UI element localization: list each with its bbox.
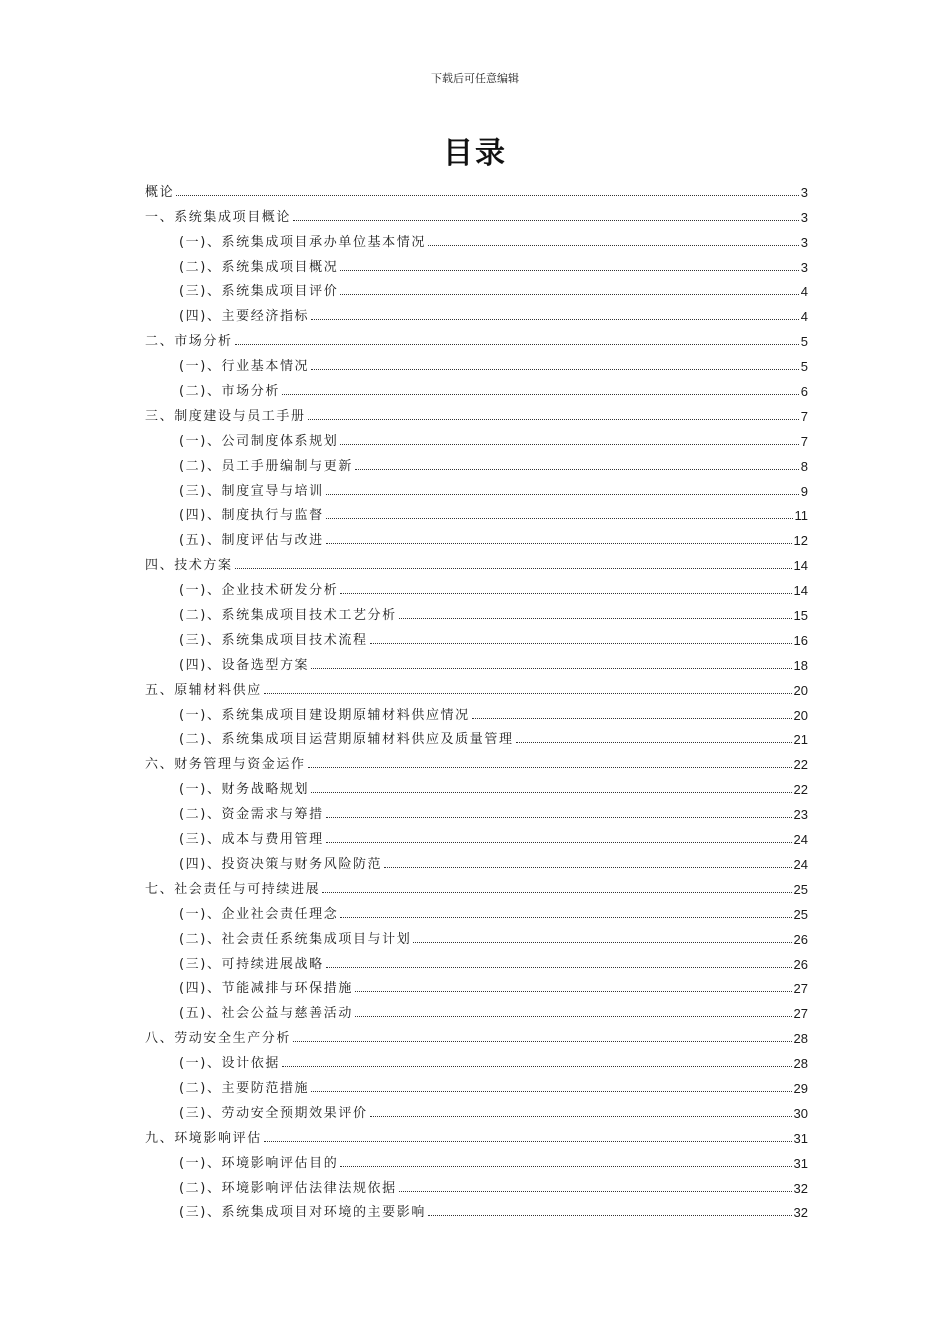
toc-entry-label: (三)、制度宣导与培训 <box>179 483 324 499</box>
toc-entry[interactable] <box>145 399 808 424</box>
toc-entry[interactable] <box>145 324 808 349</box>
toc-entry-label: (一)、企业社会责任理念 <box>179 906 339 922</box>
toc-entry-page-number: 8 <box>800 458 808 474</box>
toc-entry-label: 四、技术方案 <box>145 558 233 574</box>
toc-entry-page-number: 26 <box>793 931 808 947</box>
toc-entry[interactable] <box>145 822 808 847</box>
dot-leader <box>264 693 792 694</box>
dot-leader <box>293 220 799 221</box>
dot-leader <box>326 842 792 843</box>
dot-leader <box>516 742 792 743</box>
toc-entry-label: (二)、资金需求与筹措 <box>179 807 324 823</box>
toc-entry-page-number: 16 <box>793 632 808 648</box>
toc-entry[interactable] <box>145 922 808 947</box>
dot-leader <box>472 718 792 719</box>
toc-entry[interactable] <box>145 698 808 723</box>
toc-entry-page-number: 28 <box>793 1056 808 1072</box>
toc-entry-page-number: 20 <box>793 682 808 698</box>
toc-entry-page-number: 29 <box>793 1080 808 1096</box>
toc-entry-label: (四)、节能减排与环保措施 <box>179 981 353 997</box>
toc-entry[interactable] <box>145 673 808 698</box>
toc-entry-page-number: 7 <box>800 433 808 449</box>
toc-entry-page-number: 24 <box>793 832 808 848</box>
dot-leader <box>311 1091 791 1092</box>
toc-entry-label: (三)、系统集成项目对环境的主要影响 <box>179 1205 426 1221</box>
toc-entry[interactable] <box>145 723 808 748</box>
toc-entry[interactable] <box>145 573 808 598</box>
dot-leader <box>235 568 792 569</box>
dot-leader <box>399 618 792 619</box>
dot-leader <box>326 543 792 544</box>
toc-entry-page-number: 20 <box>793 707 808 723</box>
dot-leader <box>340 1166 791 1167</box>
toc-entry-page-number: 3 <box>800 259 808 275</box>
toc-entry[interactable] <box>145 200 808 225</box>
toc-entry-page-number: 26 <box>793 956 808 972</box>
toc-entry-label: 五、原辅材料供应 <box>145 682 262 698</box>
toc-entry[interactable] <box>145 1046 808 1071</box>
dot-leader <box>355 1016 792 1017</box>
toc-entry-page-number: 6 <box>800 384 808 400</box>
toc-entry[interactable] <box>145 872 808 897</box>
toc-entry-label: (三)、成本与费用管理 <box>179 832 324 848</box>
dot-leader <box>340 917 791 918</box>
toc-entry[interactable] <box>145 349 808 374</box>
toc-entry-page-number: 4 <box>800 309 808 325</box>
toc-entry-label: (四)、制度执行与监督 <box>179 508 324 524</box>
dot-leader <box>293 1041 792 1042</box>
toc-entry[interactable] <box>145 972 808 997</box>
toc-entry-label: (二)、市场分析 <box>179 384 280 400</box>
toc-entry[interactable] <box>145 623 808 648</box>
toc-entry[interactable] <box>145 947 808 972</box>
dot-leader <box>282 1066 792 1067</box>
toc-entry[interactable] <box>145 299 808 324</box>
toc-entry[interactable] <box>145 1171 808 1196</box>
toc-entry-label: (二)、员工手册编制与更新 <box>179 458 353 474</box>
dot-leader <box>340 593 791 594</box>
toc-entry-page-number: 15 <box>793 608 808 624</box>
toc-entry-page-number: 12 <box>793 533 808 549</box>
toc-entry-page-number: 9 <box>800 483 808 499</box>
toc-entry-page-number: 32 <box>793 1180 808 1196</box>
toc-entry-label: 三、制度建设与员工手册 <box>145 408 306 424</box>
toc-entry-page-number: 3 <box>800 234 808 250</box>
toc-entry-page-number: 25 <box>793 906 808 922</box>
toc-entry[interactable] <box>145 474 808 499</box>
toc-entry[interactable] <box>145 548 808 573</box>
toc-entry-label: 二、市场分析 <box>145 334 233 350</box>
toc-entry-label: (一)、环境影响评估目的 <box>179 1155 339 1171</box>
toc-entry[interactable] <box>145 449 808 474</box>
toc-entry[interactable] <box>145 772 808 797</box>
toc-entry-page-number: 31 <box>793 1130 808 1146</box>
dot-leader <box>326 518 793 519</box>
toc-entry-label: 七、社会责任与可持续进展 <box>145 881 321 897</box>
toc-entry-label: 六、财务管理与资金运作 <box>145 757 306 773</box>
toc-entry-page-number: 30 <box>793 1105 808 1121</box>
page-title: 目录 <box>443 136 507 171</box>
toc-entry-page-number: 14 <box>793 558 808 574</box>
toc-entry-label: 一、系统集成项目概论 <box>145 209 292 225</box>
toc-entry[interactable] <box>145 996 808 1021</box>
toc-entry-page-number: 3 <box>800 184 808 200</box>
dot-leader <box>311 319 799 320</box>
toc-entry-label: (一)、财务战略规划 <box>179 782 310 798</box>
toc-entry-label: (二)、主要防范措施 <box>179 1080 310 1096</box>
dot-leader <box>340 294 798 295</box>
toc-entry[interactable] <box>145 523 808 548</box>
dot-leader <box>340 444 798 445</box>
toc-entry-label: (四)、主要经济指标 <box>179 309 310 325</box>
toc-entry-label: (一)、企业技术研发分析 <box>179 583 339 599</box>
dot-leader <box>282 394 799 395</box>
toc-entry-label: (一)、行业基本情况 <box>179 359 310 375</box>
header-note: 下载后可任意编辑 <box>431 72 519 85</box>
toc-entry-label: (三)、系统集成项目评价 <box>179 284 339 300</box>
toc-entry-label: (二)、环境影响评估法律法规依据 <box>179 1180 397 1196</box>
toc-entry-page-number: 24 <box>793 856 808 872</box>
toc-entry-page-number: 5 <box>800 334 808 350</box>
toc-entry[interactable] <box>145 1121 808 1146</box>
dot-leader <box>355 991 792 992</box>
toc-entry-page-number: 25 <box>793 881 808 897</box>
dot-leader <box>326 494 799 495</box>
toc-entry[interactable] <box>145 897 808 922</box>
toc-entry[interactable] <box>145 424 808 449</box>
toc-entry-page-number: 21 <box>793 732 808 748</box>
dot-leader <box>176 195 799 196</box>
dot-leader <box>308 419 799 420</box>
toc-entry-page-number: 22 <box>793 757 808 773</box>
toc-entry-page-number: 18 <box>793 657 808 673</box>
toc-entry-label: (三)、劳动安全预期效果评价 <box>179 1105 368 1121</box>
dot-leader <box>311 792 791 793</box>
dot-leader <box>264 1141 792 1142</box>
dot-leader <box>235 344 799 345</box>
toc-entry[interactable] <box>145 598 808 623</box>
toc-entry[interactable] <box>145 499 808 524</box>
dot-leader <box>384 867 791 868</box>
toc-entry[interactable] <box>145 648 808 673</box>
toc-entry[interactable] <box>145 1196 808 1221</box>
toc-entry[interactable] <box>145 1146 808 1171</box>
toc-entry-label: 八、劳动安全生产分析 <box>145 1031 292 1047</box>
toc-entry-label: (三)、系统集成项目技术流程 <box>179 632 368 648</box>
toc-entry-label: (三)、可持续进展战略 <box>179 956 324 972</box>
dot-leader <box>326 817 792 818</box>
toc-entry-label: (二)、社会责任系统集成项目与计划 <box>179 931 412 947</box>
table-of-contents <box>145 175 808 1220</box>
toc-entry-label: (四)、设备选型方案 <box>179 657 310 673</box>
dot-leader <box>399 1191 792 1192</box>
toc-entry-page-number: 11 <box>794 508 808 524</box>
dot-leader <box>355 469 799 470</box>
toc-entry[interactable] <box>145 1071 808 1096</box>
toc-entry[interactable] <box>145 250 808 275</box>
toc-entry-label: 九、环境影响评估 <box>145 1130 262 1146</box>
dot-leader <box>311 668 791 669</box>
toc-entry-page-number: 27 <box>793 981 808 997</box>
toc-entry-page-number: 14 <box>793 583 808 599</box>
toc-entry-page-number: 22 <box>793 782 808 798</box>
dot-leader <box>340 270 798 271</box>
toc-entry-label: (五)、社会公益与慈善活动 <box>179 1006 353 1022</box>
toc-entry-label: (五)、制度评估与改进 <box>179 533 324 549</box>
toc-entry-page-number: 32 <box>793 1205 808 1221</box>
toc-entry-label: (二)、系统集成项目技术工艺分析 <box>179 608 397 624</box>
dot-leader <box>370 1116 792 1117</box>
toc-entry-page-number: 28 <box>793 1031 808 1047</box>
toc-entry-label: (一)、系统集成项目建设期原辅材料供应情况 <box>179 707 470 723</box>
dot-leader <box>311 369 799 370</box>
toc-entry-label: (一)、系统集成项目承办单位基本情况 <box>179 234 426 250</box>
dot-leader <box>322 892 791 893</box>
toc-entry-page-number: 7 <box>800 408 808 424</box>
toc-entry[interactable] <box>145 1021 808 1046</box>
toc-entry-page-number: 3 <box>800 209 808 225</box>
toc-entry[interactable] <box>145 374 808 399</box>
toc-entry-label: (二)、系统集成项目运营期原辅材料供应及质量管理 <box>179 732 514 748</box>
dot-leader <box>326 967 792 968</box>
toc-entry-page-number: 23 <box>793 807 808 823</box>
toc-entry[interactable] <box>145 1096 808 1121</box>
toc-entry-label: (四)、投资决策与财务风险防范 <box>179 856 383 872</box>
toc-entry[interactable] <box>145 225 808 250</box>
dot-leader <box>428 1215 792 1216</box>
toc-entry[interactable] <box>145 747 808 772</box>
toc-entry-page-number: 27 <box>793 1006 808 1022</box>
toc-entry-label: (一)、公司制度体系规划 <box>179 433 339 449</box>
dot-leader <box>428 245 799 246</box>
dot-leader <box>308 767 792 768</box>
toc-entry-page-number: 4 <box>800 284 808 300</box>
toc-entry[interactable] <box>145 847 808 872</box>
toc-entry[interactable] <box>145 175 808 200</box>
toc-entry-label: 概论 <box>145 184 175 200</box>
toc-entry-label: (一)、设计依据 <box>179 1056 280 1072</box>
dot-leader <box>370 643 792 644</box>
toc-entry[interactable] <box>145 275 808 300</box>
dot-leader <box>413 942 791 943</box>
toc-entry-label: (二)、系统集成项目概况 <box>179 259 339 275</box>
toc-entry[interactable] <box>145 797 808 822</box>
toc-entry-page-number: 5 <box>800 359 808 375</box>
toc-entry-page-number: 31 <box>793 1155 808 1171</box>
